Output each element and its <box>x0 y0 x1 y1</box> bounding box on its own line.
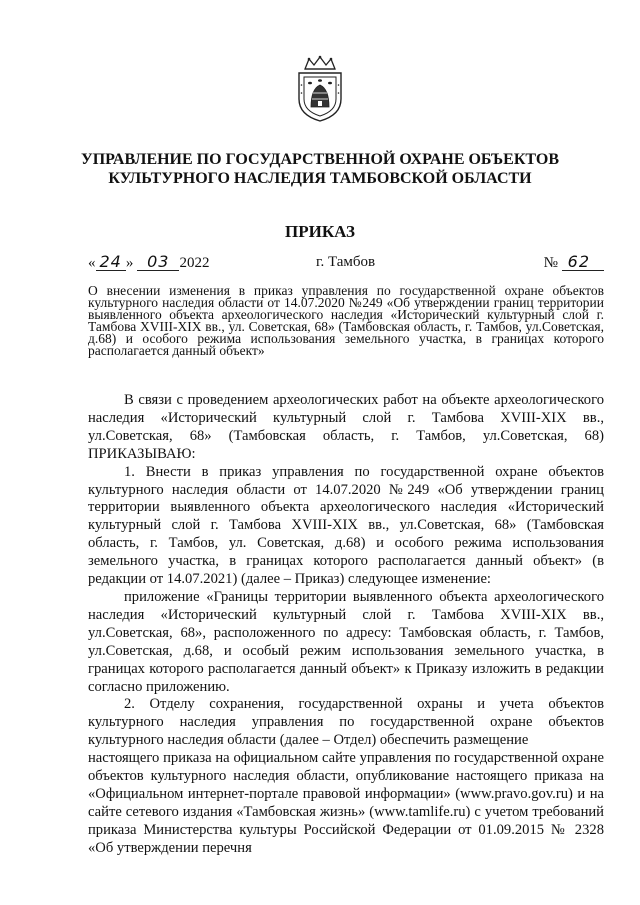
date-day: 24 <box>96 254 126 271</box>
body-paragraph-1: В связи с проведением археологических работ на объекте археологического наследия «Исторический культурный слой г. Тамбова XVIII-XIX вв., ул.Советская, 68» (Тамбовская область, г. Тамбов, ул.Советская, 68) ПРИКАЗЫВАЮ: <box>88 392 604 462</box>
date-line <box>88 254 604 276</box>
body-paragraph-3: приложение «Границы территории выявленного объекта археологического наследия «Исторический культурный слой г. Тамбова XVIII-XIX вв., ул.Советская, 68», расположенного по адресу: Тамбовская область, г. Тамбов, ул.Советская, д.68, и особый режим использования земельного участка, в границах которого располагается данный объект» к Приказу изложить в редакции согласно приложению. <box>88 588 604 695</box>
number-prefix: № <box>543 255 558 271</box>
tambov-coat-of-arms-icon <box>291 55 349 123</box>
document-subject: О внесении изменения в приказ управления по государственной охране объектов культурного наследия области от 14.07.2020 №249 «Об утверждении границ территории выявленного объекта археологического наследия «Исторический культурный слой г. Тамбова XVIII-XIX вв., ул. Советская, 68» (Тамбовская область, г. Тамбов, ул.Советская, д.68) и особого режима использования земельного участка, в границах которого располагается данный объект» <box>88 283 604 358</box>
document-city: г. Тамбов <box>316 254 376 270</box>
number-value: 62 <box>562 254 604 271</box>
document-date <box>88 254 209 272</box>
date-year: 2022 <box>179 255 210 271</box>
document-body <box>88 392 604 858</box>
agency-name-line2: КУЛЬТУРНОГО НАСЛЕДИЯ ТАМБОВСКОЙ ОБЛАСТИ <box>108 170 532 187</box>
agency-name-line1: УПРАВЛЕНИЕ ПО ГОСУДАРСТВЕННОЙ ОХРАНЕ ОБЪЕКТОВ <box>80 151 559 168</box>
date-quote-close: » <box>125 255 134 271</box>
body-paragraph-4: 2. Отделу сохранения, государственной охраны и учета объектов культурного наследия управления по государственной охране объектов культурного наследия области (далее – Отдел) обеспечить размещение <box>88 696 604 749</box>
document-title: ПРИКАЗ <box>285 222 355 241</box>
date-month: 03 <box>137 254 179 271</box>
coat-of-arms-emblem <box>291 55 349 123</box>
agency-name <box>60 150 580 188</box>
body-paragraph-2: 1. Внести в приказ управления по государственной охране объектов культурного наследия области от 14.07.2020 №249 «Об утверждении границ территории выявленного объекта археологического наследия «Исторический культурный слой г. Тамбова XVIII-XIX вв., ул.Советская, 68» (Тамбовская область, г. Тамбов, ул. Советская, д.68) и особого режима использования земельного участка, в границах которого располагается данный объект» (в редакции от 14.07.2021) (далее – Приказ) следующее изменение: <box>88 463 604 588</box>
document-number <box>544 254 604 272</box>
date-quote-open: « <box>88 255 96 271</box>
body-paragraph-5: настоящего приказа на официальном сайте управления по государственной охране объектов культурного наследия области, опубликование настоящего приказа на «Официальном интернет-портале правовой информации» (www.pravo.gov.ru) и на сайте сетевого издания «Тамбовская жизнь» (www.tamlife.ru) с учетом требований приказа Министерства культуры Российской Федерации от 01.09.2015 № 2328 «Об утверждении перечня <box>88 750 604 856</box>
